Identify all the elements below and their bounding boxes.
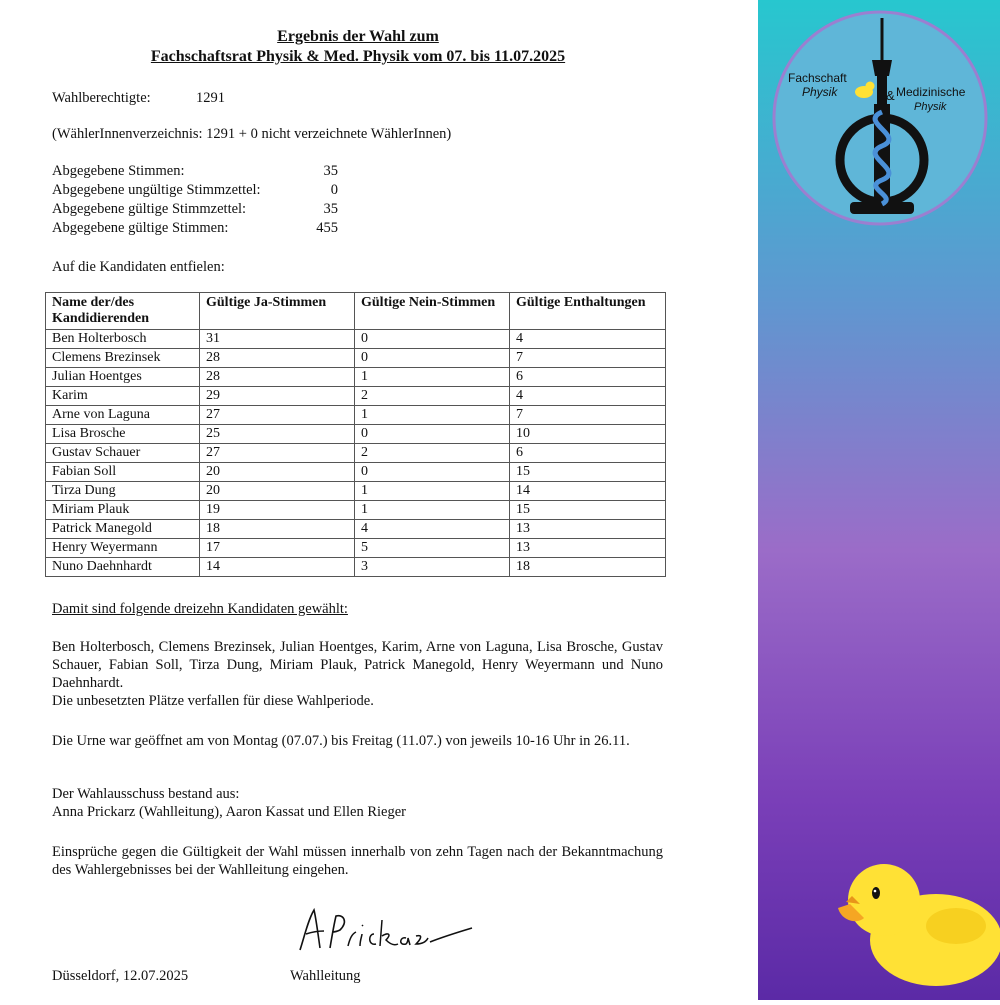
signature-image (290, 898, 480, 960)
cell-no: 4 (355, 520, 510, 539)
elected-list: Ben Holterbosch, Clemens Brezinsek, Julian Hoentges, Karim, Arne von Laguna, Lisa Brosche, Gustav Schauer, Fabian Soll, Tirza Dung, Miriam Plauk, Patrick Manegold, Henry Weyermann und Nuno Daehnhardt. (52, 639, 663, 691)
committee-members: Anna Prickarz (Wahlleitung), Aaron Kassat und Ellen Rieger (52, 804, 406, 820)
fachschaft-logo (774, 12, 986, 224)
cell-name: Karim (46, 387, 200, 406)
cell-no: 1 (355, 482, 510, 501)
table-row (46, 463, 666, 482)
cell-abstain: 4 (510, 387, 666, 406)
unfilled-note: Die unbesetzten Plätze verfallen für diese Wahlperiode. (52, 693, 374, 709)
cell-name: Ben Holterbosch (46, 330, 200, 349)
stat-value: 455 (316, 220, 338, 236)
cell-no: 5 (355, 539, 510, 558)
stat-label: Abgegebene Stimmen: (52, 163, 185, 179)
cell-yes: 31 (200, 330, 355, 349)
registry-note: (WählerInnenverzeichnis: 1291 + 0 nicht verzeichnete WählerInnen) (52, 126, 452, 142)
table-row (46, 368, 666, 387)
table-row (46, 406, 666, 425)
cell-abstain: 14 (510, 482, 666, 501)
table-row (46, 349, 666, 368)
cell-no: 1 (355, 368, 510, 387)
objection-text: Einsprüche gegen die Gültigkeit der Wahl müssen innerhalb von zehn Tagen nach der Bekanntmachung des Wahlergebnisses bei der Wahlleitung eingehen. (52, 844, 663, 878)
header-name: Name der/des Kandidierenden (46, 293, 200, 330)
table-row (46, 425, 666, 444)
cell-abstain: 6 (510, 444, 666, 463)
committee-label: Der Wahlausschuss bestand aus: (52, 786, 240, 802)
cell-abstain: 15 (510, 501, 666, 520)
stat-value: 35 (323, 201, 338, 217)
cell-yes: 28 (200, 368, 355, 387)
cell-name: Patrick Manegold (46, 520, 200, 539)
document-title-line2: Fachschaftsrat Physik & Med. Physik vom 07. bis 11.07.2025 (150, 48, 566, 65)
logo-text-amp: & (886, 88, 895, 103)
cell-yes: 17 (200, 539, 355, 558)
place-date: Düsseldorf, 12.07.2025 (52, 968, 189, 984)
cell-no: 0 (355, 349, 510, 368)
cell-no: 1 (355, 501, 510, 520)
stat-label: Abgegebene gültige Stimmzettel: (52, 201, 247, 217)
cell-no: 0 (355, 425, 510, 444)
cell-no: 0 (355, 330, 510, 349)
cell-abstain: 7 (510, 406, 666, 425)
cell-no: 2 (355, 387, 510, 406)
logo-text-physik: Physik (802, 85, 838, 99)
cell-name: Julian Hoentges (46, 368, 200, 387)
cell-abstain: 7 (510, 349, 666, 368)
table-row (46, 539, 666, 558)
eligible-value: 1291 (196, 90, 225, 106)
cell-abstain: 13 (510, 520, 666, 539)
urn-text: Die Urne war geöffnet am von Montag (07.07.) bis Freitag (11.07.) von jeweils 10-16 Uhr in 26.11. (52, 733, 630, 749)
cell-name: Tirza Dung (46, 482, 200, 501)
signature-label: Wahlleitung (290, 968, 361, 984)
sidebar-artwork (758, 0, 1000, 1000)
cell-name: Arne von Laguna (46, 406, 200, 425)
header-no: Gültige Nein-Stimmen (355, 293, 510, 330)
cell-abstain: 4 (510, 330, 666, 349)
cell-no: 1 (355, 406, 510, 425)
cell-yes: 25 (200, 425, 355, 444)
stat-value: 35 (323, 163, 338, 179)
table-row (46, 482, 666, 501)
cell-name: Henry Weyermann (46, 539, 200, 558)
logo-text-physik-2: Physik (914, 101, 947, 113)
cell-name: Clemens Brezinsek (46, 349, 200, 368)
cell-name: Nuno Daehnhardt (46, 558, 200, 577)
cell-abstain: 18 (510, 558, 666, 577)
cell-yes: 27 (200, 444, 355, 463)
table-row (46, 501, 666, 520)
document-title-line1: Ergebnis der Wahl zum (277, 28, 439, 45)
stat-label: Abgegebene gültige Stimmen: (52, 220, 229, 236)
cell-name: Fabian Soll (46, 463, 200, 482)
logo-text-fachschaft: Fachschaft (788, 71, 847, 85)
header-yes: Gültige Ja-Stimmen (200, 293, 355, 330)
cell-no: 2 (355, 444, 510, 463)
table-row (46, 330, 666, 349)
cell-yes: 14 (200, 558, 355, 577)
cell-yes: 19 (200, 501, 355, 520)
cell-no: 0 (355, 463, 510, 482)
cell-name: Miriam Plauk (46, 501, 200, 520)
cell-yes: 29 (200, 387, 355, 406)
cell-no: 3 (355, 558, 510, 577)
cell-abstain: 10 (510, 425, 666, 444)
table-row (46, 387, 666, 406)
eligible-label: Wahlberechtigte: (52, 90, 151, 106)
cell-name: Lisa Brosche (46, 425, 200, 444)
elected-heading: Damit sind folgende dreizehn Kandidaten gewählt: (52, 601, 348, 617)
logo-text-medizinische: Medizinische (896, 85, 966, 99)
cell-yes: 18 (200, 520, 355, 539)
rubber-duck-icon (838, 864, 1000, 986)
cell-abstain: 6 (510, 368, 666, 387)
header-abstain: Gültige Enthaltungen (510, 293, 666, 330)
cell-abstain: 15 (510, 463, 666, 482)
stat-value: 0 (330, 182, 338, 198)
cell-yes: 20 (200, 482, 355, 501)
cell-abstain: 13 (510, 539, 666, 558)
decorative-sidebar (758, 0, 1000, 1000)
table-row (46, 520, 666, 539)
cell-yes: 27 (200, 406, 355, 425)
results-table (45, 292, 666, 577)
stat-label: Abgegebene ungültige Stimmzettel: (52, 182, 261, 198)
table-header-row (46, 293, 666, 330)
cell-yes: 28 (200, 349, 355, 368)
cell-name: Gustav Schauer (46, 444, 200, 463)
table-row (46, 444, 666, 463)
cell-yes: 20 (200, 463, 355, 482)
table-row (46, 558, 666, 577)
candidates-intro: Auf die Kandidaten entfielen: (52, 259, 225, 275)
